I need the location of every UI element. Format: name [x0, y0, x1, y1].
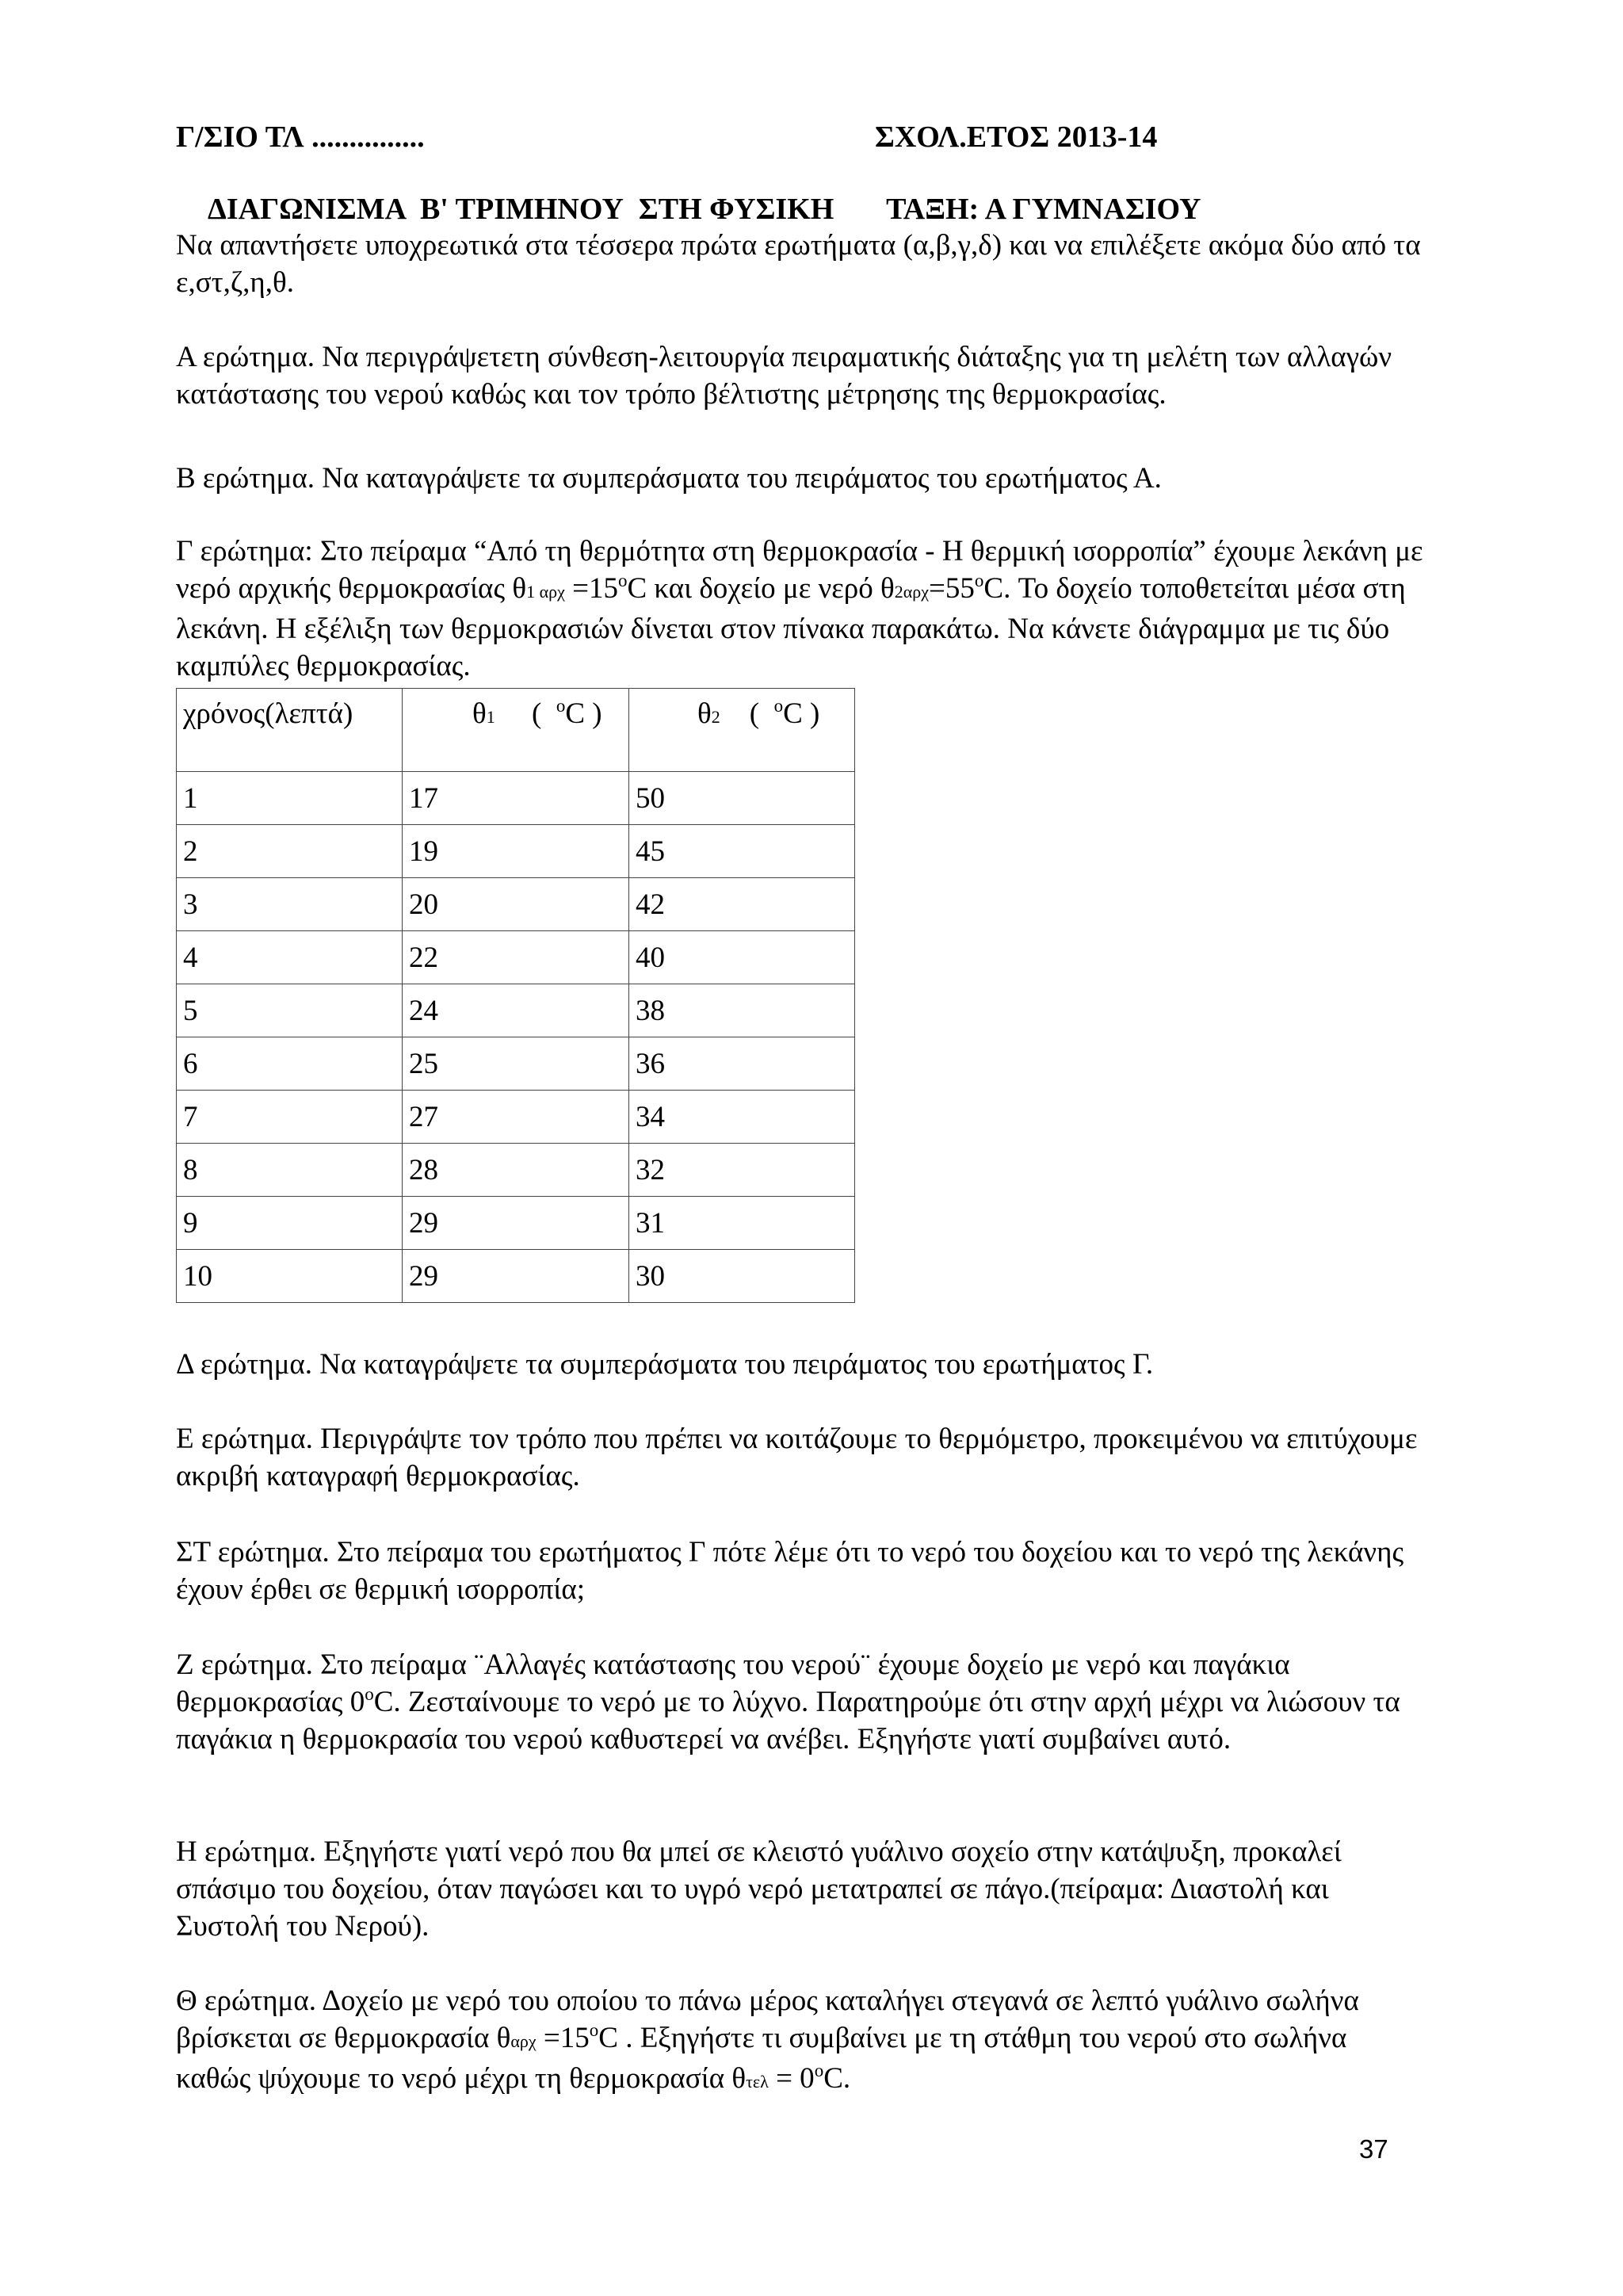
table-row — [177, 878, 855, 931]
cell-time: 4 — [177, 931, 403, 984]
cell-theta1: 27 — [403, 1091, 629, 1144]
table-row — [177, 1197, 855, 1250]
cell-time: 1 — [177, 772, 403, 825]
cell-theta2: 30 — [629, 1250, 855, 1303]
cell-theta2: 36 — [629, 1037, 855, 1091]
cell-time: 3 — [177, 878, 403, 931]
cell-time: 10 — [177, 1250, 403, 1303]
cell-theta1: 19 — [403, 825, 629, 878]
cell-time: 6 — [177, 1037, 403, 1091]
cell-time: 7 — [177, 1091, 403, 1144]
page-header — [176, 119, 1444, 156]
question-a — [176, 338, 1428, 413]
question-st — [176, 1534, 1428, 1608]
cell-time: 2 — [177, 825, 403, 878]
temperature-table — [176, 688, 855, 1303]
table-row — [177, 931, 855, 984]
question-h-text: Η ερώτημα. Εξηγήστε γιατί νερό που θα μπεί σε κλειστό γυάλινο σοχείο στην κατάψυξη, προκαλεί σπάσιμο του δοχείου, όταν παγώσει και το υγρό νερό μετατραπεί σε πάγο.(πείραμα: Διαστολή και Συστολή του Νερού). — [176, 1836, 1342, 1943]
table-row — [177, 1037, 855, 1091]
question-th-text: Θ ερώτημα. Δοχείο με νερό του οποίου το πάνω μέρος καταλήγει στεγανά σε λεπτό γυάλινο σωλήνα βρίσκεται σε θερμοκρασία $\theta\alpha\rho\chi =15^oC$ . Εξηγήστε τι συμβαίνει με τη στάθμη του νερού στο σωλήνα καθώς ψύχουμε το νερό μέχρι τη θερμοκρασία $\theta\tau\varepsilon\lambda = 0^oC$. — [176, 1985, 1359, 2095]
cell-theta2: 50 — [629, 772, 855, 825]
header-time: χρόνος(λεπτά) — [177, 689, 403, 772]
cell-theta1: 20 — [403, 878, 629, 931]
question-b — [176, 460, 1428, 497]
question-a-text: Α ερώτημα. Να περιγράψετετη σύνθεση-λειτουργία πειραματικής διάταξης για τη μελέτη των αλλαγών κατάστασης του νερού καθώς και τον τρόπο βέλτιστης μέτρησης της θερμοκρασίας. — [176, 341, 1392, 411]
table-row — [177, 1250, 855, 1303]
school-year: ΣΧΟΛ.ΕΤΟΣ 2013-14 — [875, 120, 1158, 154]
instructions-text: Να απαντήσετε υποχρεωτικά στα τέσσερα πρώτα ερωτήματα (α,β,γ,δ) και να επιλέξετε ακόμα δύο από τα ε,στ,ζ,η,θ. — [176, 229, 1421, 299]
question-g — [176, 533, 1428, 685]
cell-theta1: 24 — [403, 984, 629, 1037]
header-theta2: θ2 ( $^o$C ) — [629, 689, 855, 772]
question-b-text: Β ερώτημα. Να καταγράψετε τα συμπεράσματα του πειράματος του ερωτήματος Α. — [176, 462, 1162, 495]
cell-theta2: 32 — [629, 1144, 855, 1197]
table-row — [177, 984, 855, 1037]
page-number: 37 — [1359, 2134, 1388, 2164]
question-st-text: ΣΤ ερώτημα. Στο πείραμα του ερωτήματος Γ πότε λέμε ότι το νερό του δοχείου και το νερό της λεκάνης έχουν έρθει σε θερμική ισορροπία; — [176, 1536, 1404, 1606]
question-d-text: Δ ερώτημα. Να καταγράψετε τα συμπεράσματα του πειράματος του ερωτήματος Γ. — [176, 1348, 1154, 1381]
cell-theta1: 28 — [403, 1144, 629, 1197]
question-e — [176, 1420, 1428, 1495]
school-label: Γ/ΣΙΟ ΤΛ ............... — [176, 120, 425, 154]
header-theta1: θ1 ( $^o$C ) — [403, 689, 629, 772]
table-row — [177, 1091, 855, 1144]
cell-theta2: 42 — [629, 878, 855, 931]
cell-theta2: 45 — [629, 825, 855, 878]
cell-time: 9 — [177, 1197, 403, 1250]
question-z-text: Ζ ερώτημα. Στο πείραμα ¨Αλλαγές κατάστασης του νερού¨ έχουμε δοχείο με νερό και παγάκια θερμοκρασίας 0$^o$C. Ζεσταίνουμε το νερό με το λύχνο. Παρατηρούμε ότι στην αρχή μέχρι να λιώσουν τα παγάκια η θερμοκρασία του νερού καθυστερεί να ανέβει. Εξηγήστε γιατί συμβαίνει αυτό. — [176, 1648, 1400, 1755]
cell-theta1: 29 — [403, 1197, 629, 1250]
cell-theta1: 22 — [403, 931, 629, 984]
question-th — [176, 1982, 1428, 2100]
cell-time: 8 — [177, 1144, 403, 1197]
table-header-row — [177, 689, 855, 772]
cell-theta1: 29 — [403, 1250, 629, 1303]
instructions — [176, 227, 1428, 301]
table-body — [177, 772, 855, 1303]
cell-theta2: 31 — [629, 1197, 855, 1250]
cell-time: 5 — [177, 984, 403, 1037]
table-row — [177, 1144, 855, 1197]
cell-theta2: 38 — [629, 984, 855, 1037]
table-row — [177, 825, 855, 878]
question-h — [176, 1833, 1428, 1945]
cell-theta1: 25 — [403, 1037, 629, 1091]
question-d — [176, 1346, 1428, 1383]
exam-title: ΔΙΑΓΩΝΙΣΜΑ Β' ΤΡΙΜΗΝΟΥ ΣΤΗ ΦΥΣΙΚΗ ΤΑΞΗ: Α ΓΥΜΝΑΣΙΟΥ — [208, 193, 1201, 226]
question-g-text: Γ ερώτημα: Στο πείραμα “Από τη θερμότητα στη θερμοκρασία - Η θερμική ισορροπία” έχουμε λεκάνη με νερό αρχικής θερμοκρασίας θ1 $\alpha\rho\chi =15^oC$ και δοχείο με νερό $\theta 2\alpha\rho\chi=55^oC$. Το δοχείο τοποθετείται μέσα στη λεκάνη. Η εξέλιξη των θερμοκρασιών δίνεται στον πίνακα παρακάτω. Να κάνετε διάγραμμα με τις δύο καμπύλες θερμοκρασίας. — [176, 535, 1423, 682]
cell-theta2: 40 — [629, 931, 855, 984]
question-z — [176, 1646, 1428, 1758]
cell-theta1: 17 — [403, 772, 629, 825]
table-row — [177, 772, 855, 825]
question-e-text: Ε ερώτημα. Περιγράψτε τον τρόπο που πρέπει να κοιτάζουμε το θερμόμετρο, προκειμένου να επιτύχουμε ακριβή καταγραφή θερμοκρασίας. — [176, 1423, 1418, 1492]
cell-theta2: 34 — [629, 1091, 855, 1144]
